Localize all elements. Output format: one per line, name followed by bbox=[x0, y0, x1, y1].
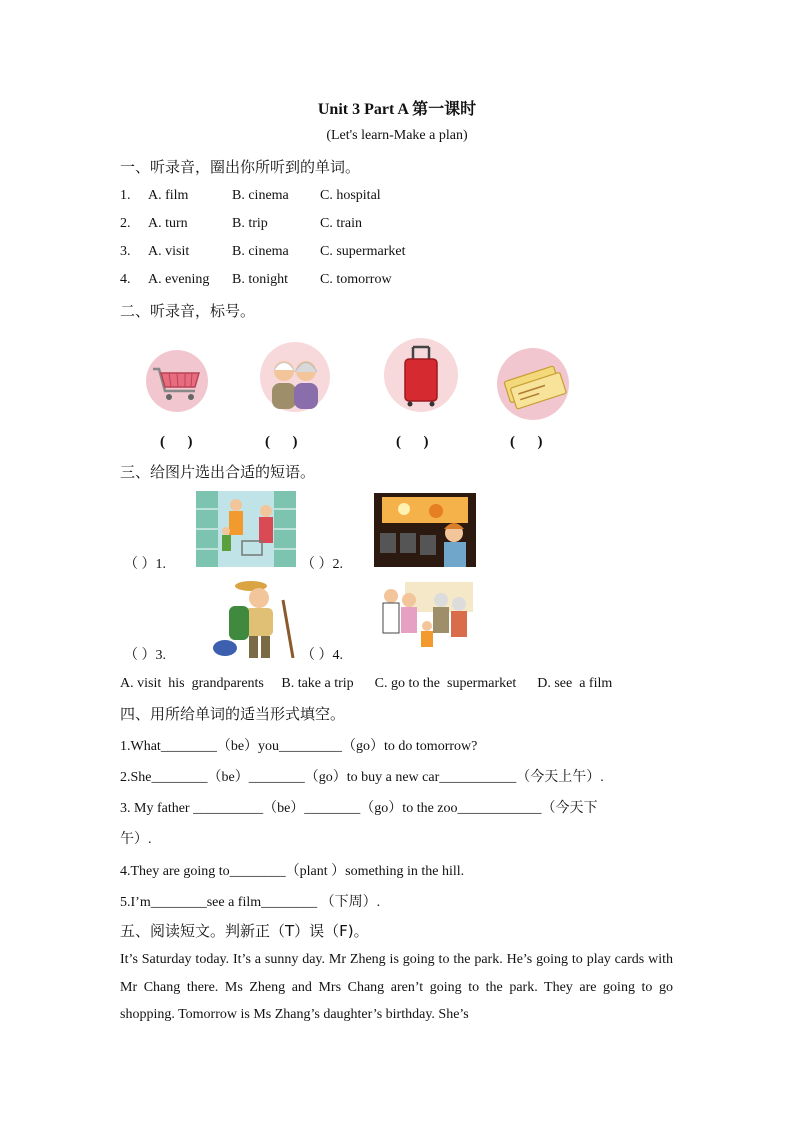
section-4-heading: 四、用所给单词的适当形式填空。 bbox=[120, 705, 346, 723]
answer-blank[interactable]: ( ) bbox=[396, 434, 429, 450]
option-c: C. tomorrow bbox=[320, 272, 392, 287]
supermarket-picture bbox=[196, 491, 296, 567]
cinema-picture bbox=[374, 493, 476, 567]
option-a: A. turn bbox=[148, 216, 188, 231]
grandparents-icon bbox=[259, 341, 331, 413]
section-2-heading: 二、听录音，标号。 bbox=[120, 302, 256, 320]
family-visit-picture bbox=[375, 582, 475, 658]
match-blank-4[interactable]: （ ）4. bbox=[301, 648, 343, 663]
option-c: C. supermarket bbox=[320, 244, 406, 259]
match-blank-2[interactable]: （ ）2. bbox=[301, 557, 343, 572]
page-subtitle: (Let's learn-Make a plan) bbox=[326, 128, 468, 143]
answer-blank[interactable]: ( ) bbox=[510, 434, 543, 450]
fill-line-1: 1.What________（be）you_________（go）to do tomorrow? bbox=[120, 739, 478, 754]
question-number: 3. bbox=[120, 244, 131, 259]
shopping-cart-icon bbox=[145, 349, 209, 413]
match-blank-1[interactable]: （ ）1. bbox=[124, 557, 166, 572]
phrase-options: A. visit his grandparents B. take a trip C. go to the supermarket D. see a film bbox=[120, 676, 613, 691]
fill-line-3: 3. My father __________（be）________（go）to the zoo____________（今天下 bbox=[120, 801, 598, 816]
option-b: B. cinema bbox=[232, 244, 289, 259]
section-1-heading: 一、听录音，圈出你所听到的单词。 bbox=[120, 158, 361, 176]
question-number: 4. bbox=[120, 272, 131, 287]
option-c: C. train bbox=[320, 216, 362, 231]
section-5-heading: 五、阅读短文。判新正（T）误（F)。 bbox=[120, 922, 369, 940]
answer-blank[interactable]: ( ) bbox=[265, 434, 298, 450]
fill-line-2: 2.She________（be）________（go）to buy a new car___________（今天上午）. bbox=[120, 770, 604, 785]
traveller-picture bbox=[211, 580, 295, 658]
fill-line-5: 5.I’m________see a film________ （下周）. bbox=[120, 895, 381, 910]
option-a: A. evening bbox=[148, 272, 210, 287]
question-number: 1. bbox=[120, 188, 131, 203]
match-blank-3[interactable]: （ ）3. bbox=[124, 648, 166, 663]
reading-passage: It’s Saturday today. It’s a sunny day. Mr Zheng is going to the park. He’s going to play cards with Mr Chang there. Ms Zheng and Mrs Chang aren’t going to the park. They are going to go shopping. Tomorrow is Ms Zhang’s daughter’s birthday. She’s bbox=[120, 952, 673, 1023]
option-b: B. tonight bbox=[232, 272, 289, 287]
fill-line-3-continued: 午）. bbox=[120, 832, 152, 847]
section-3-heading: 三、给图片选出合适的短语。 bbox=[120, 463, 316, 481]
option-a: A. film bbox=[148, 188, 189, 203]
option-b: B. trip bbox=[232, 216, 268, 231]
movie-tickets-icon bbox=[496, 347, 570, 421]
option-c: C. hospital bbox=[320, 188, 381, 203]
page-title: Unit 3 Part A 第一课时 bbox=[317, 101, 477, 118]
answer-blank[interactable]: ( ) bbox=[160, 434, 193, 450]
fill-line-4: 4.They are going to________（plant ）something in the hill. bbox=[120, 864, 465, 879]
option-a: A. visit bbox=[148, 244, 190, 259]
suitcase-icon bbox=[383, 337, 459, 413]
option-b: B. cinema bbox=[232, 188, 289, 203]
question-number: 2. bbox=[120, 216, 131, 231]
